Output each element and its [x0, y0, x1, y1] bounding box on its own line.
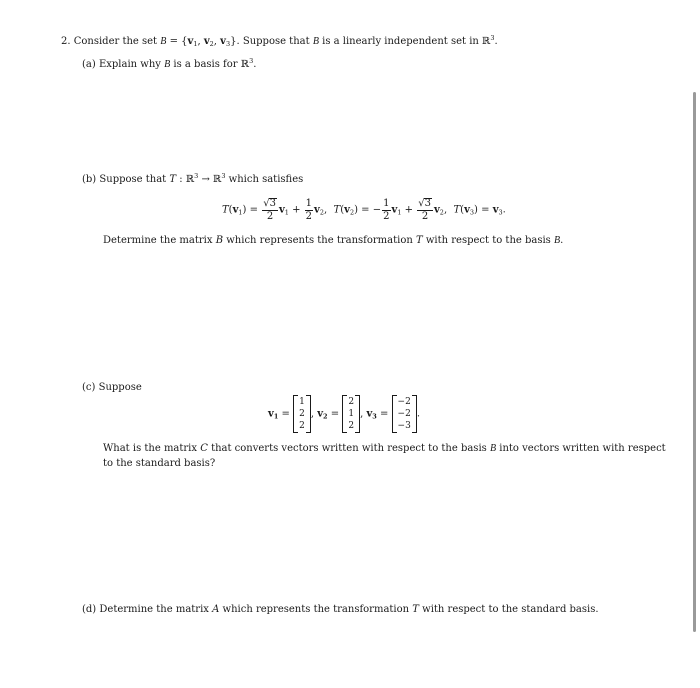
part-a-text2: is a basis for	[173, 59, 238, 70]
eq2-v1-sub: 1	[397, 208, 402, 217]
frac-1-over-2	[305, 199, 313, 222]
intro-text-c: is a linearly independent set in	[322, 36, 479, 47]
vector-v2-matrix	[342, 396, 360, 432]
minus: −	[372, 204, 382, 216]
question-text-c: into vectors written with respect	[499, 443, 666, 454]
vector-v3-matrix	[392, 396, 417, 432]
frac-1-over-2b	[382, 199, 390, 222]
def-comma2: ,	[360, 408, 364, 420]
part-a-text: Explain why	[98, 59, 161, 70]
part-a	[82, 58, 256, 70]
part-c-question-line2	[103, 459, 215, 469]
eq-end: .	[502, 204, 506, 216]
rp2: )	[354, 204, 358, 216]
eq1-v1: v	[278, 204, 285, 216]
problem-statement	[61, 35, 498, 48]
eq3-v: v	[464, 204, 470, 216]
arrow: →	[201, 174, 210, 185]
part-a-label: (a)	[82, 59, 96, 70]
part-d-text3: with respect to the standard basis.	[422, 604, 599, 615]
sub-3: 3	[225, 40, 231, 48]
sqrt-3: 3	[269, 198, 276, 209]
eq2-v2: v	[433, 204, 440, 216]
determine-end: .	[560, 235, 564, 246]
vec-v1: v	[187, 36, 194, 47]
def-v3: v	[366, 408, 373, 420]
reals-symbol-b2: ℝ	[213, 174, 222, 185]
vec-v3: v	[220, 36, 226, 47]
lp2: (	[340, 204, 345, 216]
sep-1: ,	[197, 36, 201, 47]
rp: )	[242, 204, 247, 216]
part-b	[82, 173, 303, 185]
sub-2: 2	[209, 40, 214, 48]
v3-entry-3: −3	[397, 421, 411, 431]
plus: +	[292, 204, 301, 216]
eq1-v2: v	[314, 204, 320, 216]
T-symbol: T	[169, 174, 177, 185]
reals-exp: 3	[490, 34, 495, 42]
period: .	[494, 36, 498, 47]
eq1-sub: 1	[238, 208, 243, 217]
v2-entry-3: 2	[348, 421, 355, 431]
eq2-T: T	[333, 204, 341, 216]
def-eq3: =	[379, 408, 389, 420]
part-d-text: Determine the matrix	[99, 604, 209, 615]
set-symbol: B	[160, 36, 167, 47]
def-v1-sub: 1	[273, 412, 279, 421]
part-c-label: (c)	[82, 382, 96, 393]
frac-sqrt3-over-2b: $\frac{√3}{2}$	[418, 198, 431, 222]
part-c-question-line1	[103, 444, 666, 454]
part-d-label: (d)	[82, 604, 97, 615]
lp3: (	[460, 204, 465, 216]
def-eq1: =	[281, 408, 290, 420]
colon: :	[179, 174, 183, 185]
reals-symbol-b1: ℝ	[185, 174, 195, 185]
set-symbol-c: B	[489, 443, 497, 454]
determine-text2: which represents the transformation	[226, 235, 413, 246]
matrix-A: A	[212, 604, 220, 615]
def-v2-sub: 2	[323, 412, 328, 421]
part-b-text2: which satisfies	[228, 174, 304, 185]
eq2-sub: 2	[349, 208, 355, 217]
eq3-sub: 3	[469, 208, 475, 217]
eq1-v: v	[232, 204, 239, 216]
T-symbol-d: T	[412, 604, 419, 615]
plus2: +	[404, 204, 414, 216]
vec-v2: v	[203, 36, 210, 47]
problem-number: 2.	[61, 36, 71, 47]
part-c-text: Suppose	[98, 382, 142, 393]
T-symbol-2: T	[416, 235, 423, 246]
eq3-v3-sub: 3	[498, 208, 503, 217]
def-comma1: ,	[310, 408, 315, 420]
eq1-v1-sub: 1	[284, 208, 289, 217]
part-b-text: Suppose that	[99, 174, 167, 185]
def-eq2: =	[330, 408, 340, 420]
v3-entry-2: −2	[397, 409, 411, 419]
eq1-equals: =	[249, 204, 259, 216]
def-v2: v	[317, 408, 324, 420]
matrix-B: B	[215, 235, 224, 246]
vector-v1-matrix	[293, 396, 311, 432]
eq2-equals: =	[361, 204, 370, 216]
den-2: 2	[266, 211, 274, 222]
determine-text3: with respect to the basis	[425, 235, 551, 246]
part-b-label: (b)	[82, 174, 97, 185]
vector-definitions	[268, 396, 420, 432]
reals-exp-b1: 3	[194, 172, 199, 180]
v2-entry-2: 1	[348, 409, 355, 419]
part-d-text2: which represents the transformation	[222, 604, 410, 615]
sub-1: 1	[193, 40, 198, 48]
eq3-v3: v	[492, 204, 499, 216]
determine-text: Determine the matrix	[103, 235, 213, 246]
num-1b: 1	[383, 197, 390, 209]
v2-entry-1: 2	[348, 397, 355, 407]
v1-entry-2: 2	[299, 409, 305, 419]
rp3: )	[474, 204, 478, 216]
eq3-equals: =	[481, 204, 490, 216]
eq2-v: v	[344, 204, 350, 216]
den-2d: 2	[421, 211, 429, 222]
set-close: }.	[230, 36, 240, 47]
num-1: 1	[305, 197, 313, 209]
def-v3-sub: 3	[372, 412, 377, 421]
transformation-equations	[222, 198, 506, 222]
comma2: ,	[443, 204, 448, 216]
den-2c: 2	[383, 210, 390, 222]
lp: (	[228, 204, 233, 216]
den-2b: 2	[305, 210, 313, 222]
reals-exp-b2: 3	[221, 172, 226, 180]
question-text-a: What is the matrix	[103, 443, 198, 454]
set-symbol-a: B	[164, 59, 171, 70]
reals-exp-a: 3	[249, 57, 254, 65]
intro-text: Consider the set	[73, 36, 158, 47]
def-end: .	[416, 408, 421, 420]
eq1-v2-sub: 2	[319, 208, 324, 217]
part-d	[82, 605, 599, 615]
set-symbol-b: B	[554, 235, 561, 246]
vertical-scrollbar[interactable]	[693, 92, 696, 632]
v1-entry-1: 1	[299, 397, 305, 407]
def-v1: v	[268, 408, 274, 420]
eq2-v1: v	[391, 204, 398, 216]
v3-entry-1: −2	[397, 397, 411, 407]
intro-text-b: Suppose that	[242, 36, 310, 47]
sqrt-3b: 3	[424, 198, 431, 209]
reals-symbol: ℝ	[482, 36, 491, 47]
set-eq: = {	[169, 36, 188, 47]
reals-symbol-a: ℝ	[240, 59, 250, 70]
period-a: .	[253, 59, 257, 70]
frac-sqrt3-over-2: $\frac{√3}{2}$	[263, 198, 276, 222]
sep-2: ,	[213, 36, 217, 47]
comma: ,	[324, 204, 328, 216]
matrix-C: C	[200, 443, 208, 454]
question-text-b: that converts vectors written with respect to the basis	[211, 443, 487, 454]
eq3-T: T	[453, 204, 461, 216]
part-b-determine	[103, 236, 563, 246]
eq2-v2-sub: 2	[439, 208, 444, 217]
v1-entry-3: 2	[299, 421, 305, 431]
question-text-2: to the standard basis?	[103, 458, 216, 469]
set-symbol-2: B	[312, 36, 319, 47]
part-c	[82, 383, 142, 393]
eq1-T: T	[222, 204, 229, 216]
